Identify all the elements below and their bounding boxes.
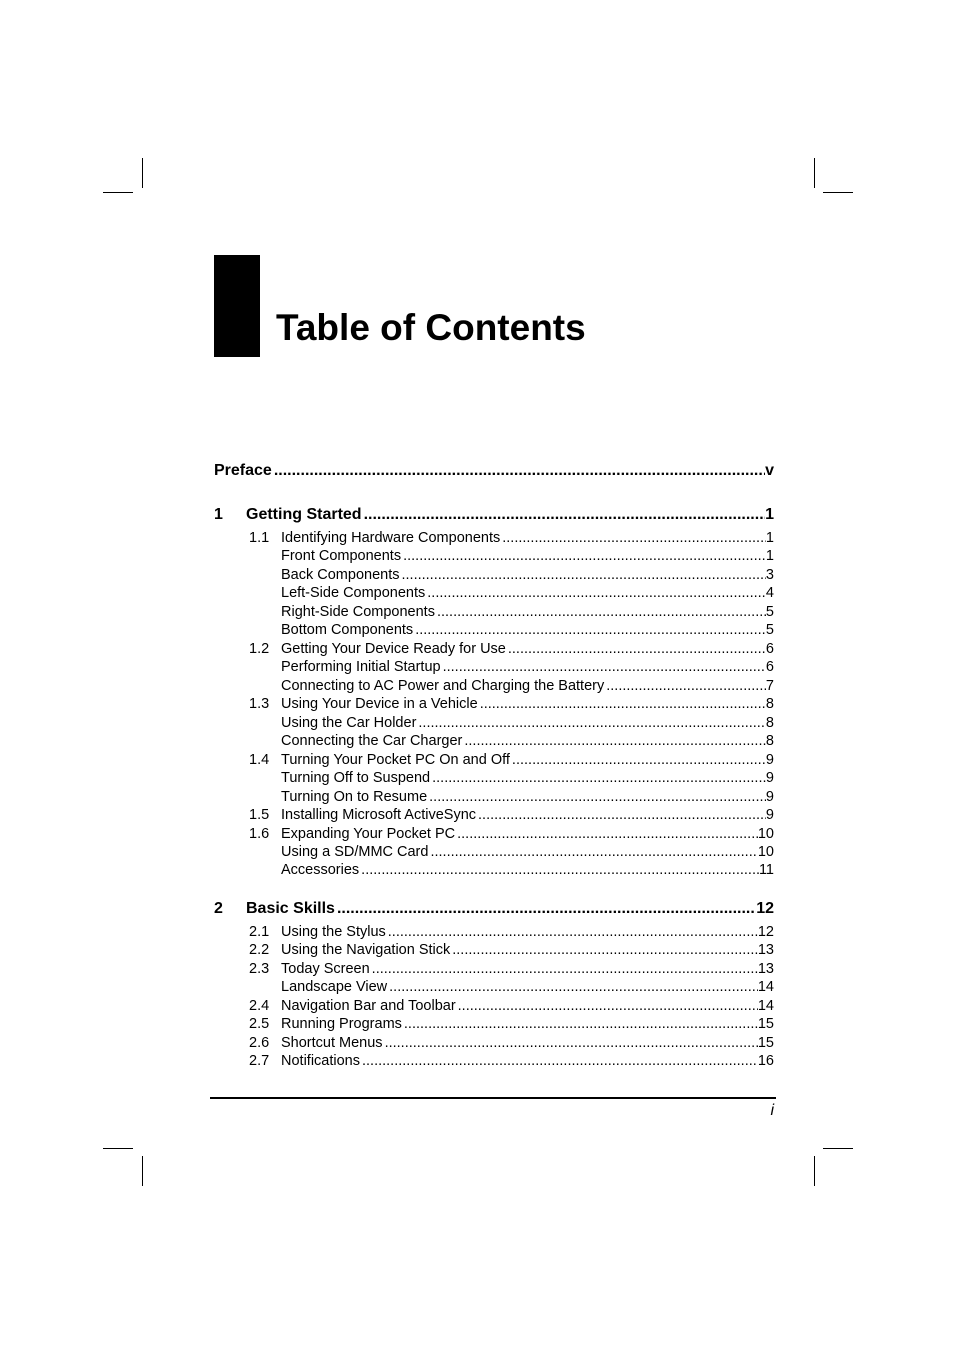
toc-leader-dots	[386, 923, 758, 941]
toc-leader-dots	[359, 861, 759, 879]
toc-entry-page: 8	[765, 714, 774, 731]
toc-entry-page: 6	[765, 640, 774, 657]
toc-entry-page: 15	[757, 1016, 774, 1033]
toc-entry-label: Today Screen	[281, 960, 370, 977]
toc-leader-dots	[506, 640, 766, 658]
toc-entry[interactable]	[214, 658, 774, 676]
toc-entry-label: Left-Side Components	[281, 585, 426, 602]
toc-entry[interactable]	[214, 677, 774, 695]
toc-leader-dots	[455, 825, 758, 843]
toc-entry[interactable]	[214, 843, 774, 861]
toc-leader-dots	[510, 751, 766, 769]
footer-rule	[210, 1097, 776, 1099]
toc-leader-dots	[456, 997, 758, 1015]
toc-entry-label: Connecting the Car Charger	[281, 733, 463, 750]
toc-entry-number: 2.1	[249, 924, 270, 940]
toc-leader-dots	[272, 461, 765, 481]
toc-entry[interactable]	[214, 505, 774, 525]
toc-entry-label: Accessories	[281, 862, 360, 879]
toc-entry-page: 9	[765, 788, 774, 805]
toc-entry-page: 16	[757, 1053, 774, 1070]
toc-leader-dots	[399, 566, 765, 584]
crop-mark-top-left-v	[142, 158, 143, 188]
toc-entry-number: 1.1	[249, 530, 270, 546]
toc-entry[interactable]	[214, 960, 774, 978]
toc-entry-page: 9	[765, 807, 774, 824]
toc-entry-label: Expanding Your Pocket PC	[281, 825, 456, 842]
toc-entry[interactable]	[214, 461, 774, 481]
toc-leader-dots	[387, 978, 758, 996]
toc-entry-page: 7	[765, 677, 774, 694]
toc-leader-dots	[402, 1015, 758, 1033]
toc-entry-page: 1	[765, 548, 774, 565]
toc-entry-number: 2.2	[249, 942, 270, 959]
toc-entry[interactable]	[214, 788, 774, 806]
toc-entry[interactable]	[214, 899, 774, 919]
toc-leader-dots	[362, 505, 766, 525]
toc-entry-number: 2	[214, 900, 223, 917]
toc-leader-dots	[413, 621, 766, 639]
toc-entry-label: Front Components	[281, 548, 402, 565]
toc-leader-dots	[427, 788, 766, 806]
toc-entry-page: 8	[765, 733, 774, 750]
toc-leader-dots	[430, 769, 766, 787]
toc-entry-label: Running Programs	[281, 1016, 402, 1033]
toc-entry-label: Getting Started	[246, 506, 362, 523]
toc-entry-label: Performing Initial Startup	[281, 659, 441, 676]
toc-leader-dots	[450, 941, 758, 959]
toc-leader-dots	[401, 547, 766, 565]
crop-mark-bottom-right-v	[814, 1156, 815, 1186]
toc-entry[interactable]	[214, 806, 774, 824]
toc-entry-number: 2.7	[249, 1053, 270, 1070]
toc-entry-page: 8	[765, 696, 774, 713]
toc-entry-label: Preface	[214, 462, 272, 479]
toc-entry-label: Turning On to Resume	[281, 788, 428, 805]
toc-entry[interactable]	[214, 997, 774, 1015]
toc-entry-page: 10	[757, 843, 774, 860]
toc-entry[interactable]	[214, 769, 774, 787]
toc-entry-number: 2.3	[249, 960, 270, 977]
toc-entry[interactable]	[214, 695, 774, 713]
toc-entry-page: 12	[756, 900, 774, 917]
toc-entry-page: v	[765, 462, 774, 479]
toc-entry-number: 1.6	[249, 825, 270, 842]
toc-leader-dots	[335, 899, 756, 919]
toc-entry[interactable]	[214, 1015, 774, 1033]
toc-entry-number: 1.4	[249, 751, 270, 768]
crop-mark-top-right-h	[823, 192, 853, 193]
toc-entry-label: Back Components	[281, 566, 400, 583]
toc-entry[interactable]	[214, 978, 774, 996]
toc-leader-dots	[370, 960, 758, 978]
crop-mark-top-right-v	[814, 158, 815, 188]
toc-leader-dots	[435, 603, 766, 621]
toc-entry[interactable]	[214, 714, 774, 732]
toc-entry[interactable]	[214, 640, 774, 658]
toc-entry-number: 1	[214, 506, 223, 523]
toc-leader-dots	[425, 584, 766, 602]
toc-entry-page: 9	[765, 751, 774, 768]
toc-leader-dots	[441, 658, 766, 676]
toc-leader-dots	[360, 1052, 758, 1070]
toc-entry-number: 1.2	[249, 640, 270, 657]
toc-entry-page: 1	[765, 506, 774, 523]
toc-entry-page: 14	[757, 997, 774, 1014]
toc-leader-dots	[416, 714, 766, 732]
toc-entry[interactable]	[214, 941, 774, 959]
toc-entry[interactable]	[214, 621, 774, 639]
toc-entry-label: Identifying Hardware Components	[281, 530, 501, 546]
toc-entry-label: Basic Skills	[246, 900, 335, 917]
toc-entry[interactable]	[214, 923, 774, 941]
toc-entry-label: Notifications	[281, 1053, 360, 1070]
toc-leader-dots	[476, 806, 766, 824]
toc-entry[interactable]	[214, 566, 774, 584]
toc-entry-number: 2.6	[249, 1034, 270, 1051]
crop-mark-top-left-h	[103, 192, 133, 193]
toc-entry-label: Landscape View	[281, 979, 388, 996]
toc-entry-page: 14	[757, 979, 774, 996]
toc-entry[interactable]	[214, 861, 774, 879]
toc-entry-number: 2.5	[249, 1016, 270, 1033]
toc-entry[interactable]	[214, 603, 774, 621]
toc-entry-label: Turning Your Pocket PC On and Off	[281, 751, 510, 768]
toc-entry-page: 4	[765, 585, 774, 602]
toc-leader-dots	[604, 677, 766, 695]
toc-entry-page: 9	[765, 770, 774, 787]
toc-entry-page: 13	[757, 942, 774, 959]
toc-entry[interactable]	[214, 529, 774, 547]
toc-entry-number: 1.5	[249, 807, 270, 824]
toc-entry-page: 5	[765, 622, 774, 639]
toc-entry-label: Using Your Device in a Vehicle	[281, 696, 478, 713]
toc-leader-dots	[500, 529, 766, 547]
toc-entry-page: 5	[765, 603, 774, 620]
toc-entry-page: 1	[765, 530, 774, 546]
toc-entry-label: Bottom Components	[281, 622, 414, 639]
toc-entry-label: Using the Navigation Stick	[281, 942, 451, 959]
crop-mark-bottom-left-h	[103, 1148, 133, 1149]
toc-leader-dots	[462, 732, 766, 750]
toc-entry[interactable]	[214, 751, 774, 769]
toc-entry-number: 2.4	[249, 997, 270, 1014]
page-number: i	[770, 1102, 774, 1119]
table-of-contents	[214, 0, 774, 1100]
toc-entry-label: Navigation Bar and Toolbar	[281, 997, 456, 1014]
crop-mark-bottom-left-v	[142, 1156, 143, 1186]
toc-entry-page: 15	[757, 1034, 774, 1051]
page-title: Table of Contents	[276, 307, 586, 348]
toc-entry-page: 10	[757, 825, 774, 842]
toc-leader-dots	[428, 843, 757, 861]
toc-entry-label: Getting Your Device Ready for Use	[281, 640, 506, 657]
toc-entry[interactable]	[214, 732, 774, 750]
toc-entry-page: 12	[757, 924, 774, 940]
toc-entry[interactable]	[214, 1052, 774, 1070]
toc-entry-label: Shortcut Menus	[281, 1034, 383, 1051]
toc-entry[interactable]	[214, 584, 774, 602]
crop-mark-bottom-right-h	[823, 1148, 853, 1149]
toc-entry-label: Right-Side Components	[281, 603, 435, 620]
toc-leader-dots	[383, 1034, 758, 1052]
toc-entry[interactable]	[214, 825, 774, 843]
toc-entry-label: Using a SD/MMC Card	[281, 843, 429, 860]
toc-entry-label: Using the Stylus	[281, 924, 386, 940]
toc-entry[interactable]	[214, 1034, 774, 1052]
toc-entry-page: 11	[758, 862, 774, 879]
toc-entry-number: 1.3	[249, 696, 270, 713]
toc-entry-label: Using the Car Holder	[281, 714, 417, 731]
toc-entry-label: Turning Off to Suspend	[281, 770, 431, 787]
toc-entry-page: 13	[757, 960, 774, 977]
toc-entry-label: Installing Microsoft ActiveSync	[281, 807, 477, 824]
toc-entry-label: Connecting to AC Power and Charging the Battery	[281, 677, 605, 694]
toc-entry[interactable]	[214, 547, 774, 565]
toc-entry-page: 3	[765, 566, 774, 583]
toc-entry-page: 6	[765, 659, 774, 676]
toc-leader-dots	[478, 695, 766, 713]
